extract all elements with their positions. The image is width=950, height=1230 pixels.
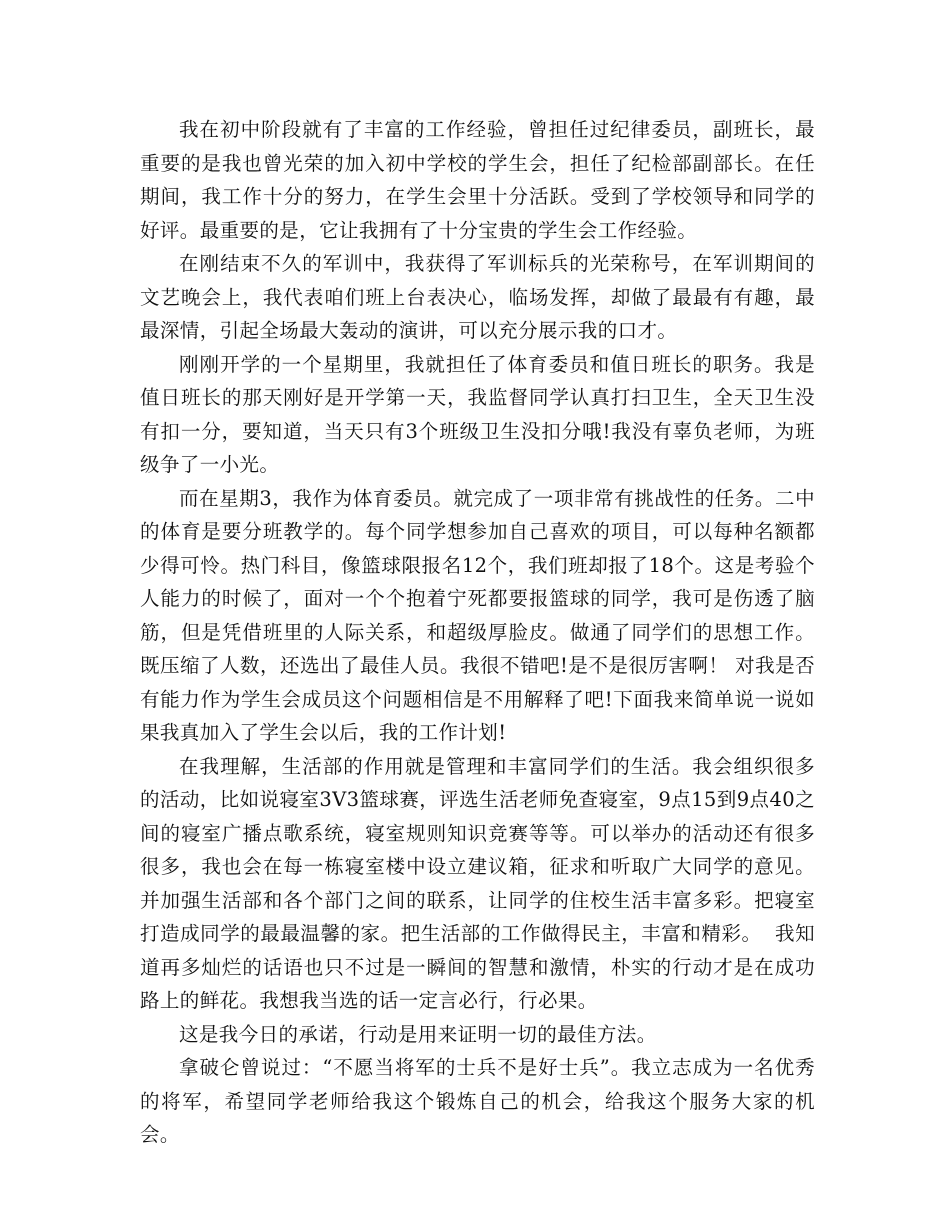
paragraph-6: 这是我今日的承诺，行动是用来证明一切的最佳方法。	[179, 1022, 657, 1046]
paragraph-5: 在我理解，生活部的作用就是管理和丰富同学们的生活。我会组织很多的活动，比如说寝室3V3篮球赛，评选生活老师免查寝室，9点15到9点40之间的寝室广播点歌系统，寝室规则知识竞赛等等。可以举办的活动还有很多很多，我也会在每一栋寝室楼中设立建议箱，征求和听取广大同学的意见。并加强生活部和各个部门之间的联系，让同学的住校生活丰富多彩。把寝室打造成同学的最最温馨的家。把生活部的工作做得民主，丰富和精彩。 我知道再多灿烂的话语也只不过是一瞬间的智慧和激情，朴实的行动才是在成功路上的鲜花。我想我当选的话一定言必行，行必果。	[140, 754, 815, 1012]
paragraph-7: 拿破仑曾说过：“不愿当将军的士兵不是好士兵”。我立志成为一名优秀的将军，希望同学老师给我这个锻炼自己的机会，给我这个服务大家的机会。	[140, 1056, 815, 1146]
paragraph-2: 在刚结束不久的军训中，我获得了军训标兵的光荣称号，在军训期间的文艺晚会上，我代表咱们班上台表决心，临场发挥，却做了最最有有趣，最最深情，引起全场最大轰动的演讲，可以充分展示我的口才。	[140, 252, 815, 342]
paragraph-3: 刚刚开学的一个星期里，我就担任了体育委员和值日班长的职务。我是值日班长的那天刚好是开学第一天，我监督同学认真打扫卫生，全天卫生没有扣一分，要知道，当天只有3个班级卫生没扣分哦!我没有辜负老师，为班级争了一小光。	[140, 352, 815, 476]
document-body	[140, 113, 815, 1152]
paragraph-1: 我在初中阶段就有了丰富的工作经验，曾担任过纪律委员，副班长，最重要的是我也曾光荣的加入初中学校的学生会，担任了纪检部副部长。在任期间，我工作十分的努力，在学生会里十分活跃。受到了学校领导和同学的好评。最重要的是，它让我拥有了十分宝贵的学生会工作经验。	[140, 118, 815, 242]
paragraph-4: 而在星期3，我作为体育委员。就完成了一项非常有挑战性的任务。二中的体育是要分班教学的。每个同学想参加自己喜欢的项目，可以每种名额都少得可怜。热门科目，像篮球限报名12个，我们班却报了18个。这是考验个人能力的时候了，面对一个个抱着宁死都要报篮球的同学，我可是伤透了脑筋，但是凭借班里的人际关系，和超级厚脸皮。做通了同学们的思想工作。既压缩了人数，还选出了最佳人员。我很不错吧!是不是很厉害啊！ 对我是否有能力作为学生会成员这个问题相信是不用解释了吧!下面我来简单说一说如果我真加入了学生会以后，我的工作计划!	[140, 486, 815, 744]
